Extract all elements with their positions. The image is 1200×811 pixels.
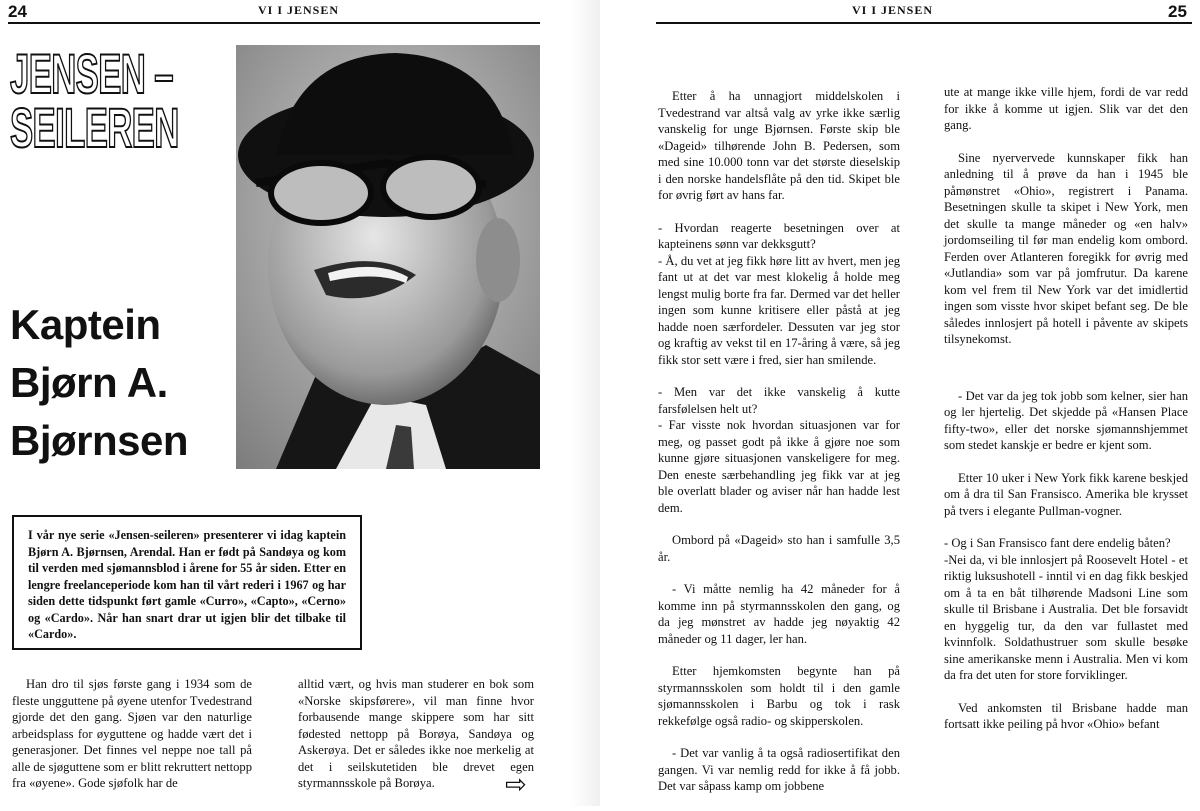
paragraph: Sine nyervervede kunnskaper fikk han anledning til å prøve da han i 1945 ble påmønstret «Ohio», registrert i Panama. Besetningen skulle ta skipet i New York, men det skulle ta mange måneder og «en halv» jordomseiling til før man endelig kom ombord. Ferden over Atlanteren foregikk for øvrig med «Jutlandia» som var på jomfrutur. Da karene kom vel frem til New York var det imidlertid ingen som visste hvor skipet befant seg. De ble således innlosjert på hotell i påvente av skipets tilsynekomst. — [944, 150, 1188, 346]
left-column-2 — [298, 676, 534, 808]
left-column-1 — [12, 676, 252, 808]
paragraph: - Det var vanlig å ta også radiosertifikat den gangen. Vi var nemlig redd for ikke å få jobb. Det var såpass kamp om jobbene — [658, 746, 900, 793]
running-header-right: VI I JENSEN — [852, 3, 934, 17]
intro-box — [12, 515, 362, 650]
continue-arrow-icon: ⇨ — [505, 770, 527, 800]
portrait-photo — [236, 45, 540, 469]
paragraph: Etter hjemkomsten begynte han på styrmannsskolen som holdt til i den gamle sjømannsskolen i Barbu og tok i rask rekkefølge også radio- og skipperskolen. — [658, 664, 900, 728]
portrait-illustration — [236, 45, 540, 469]
page-number-right: 25 — [1168, 2, 1187, 21]
name-line2: Bjørn A. — [10, 359, 168, 406]
paragraph: Etter 10 uker i New York fikk karene beskjed om å dra til San Fransisco. Amerika ble krysset på tvers i elegante Pullman-vogner. — [944, 470, 1188, 518]
paragraph: Han dro til sjøs første gang i 1934 som de fleste ungguttene på øyene utenfor Tvedestrand gjorde det den gang. Sjøen var den naturlige arbeidsplass for øyguttene og hadde vært det i generasjoner. Det finnes vel neppe noe tall på alle de sjøguttene som er blitt rekruttert nettopp fra «øyene». Gode sjøfolk har de — [12, 677, 252, 790]
paragraph: - Det var da jeg tok jobb som kelner, sier han og ler hjertelig. Det skjedde på «Hansen Place fifty-two», eller det norske sjømannshjemmet som stedet kanskje er bedre er kjent som. — [944, 388, 1188, 452]
series-title-line1: JENSEN – — [10, 42, 173, 105]
gutter-shadow — [570, 0, 600, 806]
paragraph: ute at mange ikke ville hjem, fordi de var redd for ikke å komme ut igjen. Slik var det den gang. — [944, 85, 1188, 132]
paragraph: - Og i San Fransisco fant dere endelig båten? -Nei da, vi ble innlosjert på Roosevelt Hotel - et riktig luksushotell - inntil vi en dag fikk beskjed om å ta en båt tilhørende Madsoni Line som skulle til Brisbane i Australia. Det ble forsavidt en hyggelig tur, da den var fullastet med kvinnfolk. Soldathustruer som skulle besøke sine amerikanske menn i Australia. Men vi kom da fra det uten for store forviklinger. — [944, 536, 1188, 682]
paragraph: Ombord på «Dageid» sto han i samfulle 3,5 år. — [658, 533, 900, 564]
right-column-1 — [658, 88, 900, 811]
header-rule-right — [656, 22, 1192, 24]
header-rule-left — [8, 22, 540, 24]
right-column-2 — [944, 84, 1188, 749]
page-number-left: 24 — [8, 2, 27, 21]
paragraph: alltid vært, og hvis man studerer en bok som «Norske skipsførere», vil man finne hvor forbausende mange skippere som har sitt fødested nettopp på Borøya, Sandøya og Askerøya. Det er således ikke noe merkelig at det i seilskutetiden ble drevet egen styrmannsskole på Borøya. — [298, 677, 534, 790]
series-title-line2: SEILEREN — [10, 96, 179, 159]
paragraph: - Men var det ikke vanskelig å kutte farsfølelsen helt ut? - Far visste nok hvordan situasjonen var for meg, og passet godt på ikke å gjøre noe som kunne gjøre situasjonen vanskeligere for meg. Den eneste særbehandling jeg fikk var at jeg ble overlatt blader og aviser når han hadde lest dem. — [658, 385, 900, 515]
paragraph: - Vi måtte nemlig ha 42 måneder for å komme inn på styrmannsskolen den gang, og da jeg mønstret av hadde jeg nøyaktig 42 måneder og 11 dager, ler han. — [658, 582, 900, 646]
name-line1: Kaptein — [10, 301, 161, 348]
name-line3: Bjørnsen — [10, 417, 189, 464]
paragraph: Ved ankomsten til Brisbane hadde man fortsatt ikke peiling på hvor «Ohio» befant — [944, 700, 1188, 731]
paragraph: - Hvordan reagerte besetningen over at kapteinens sønn var dekksgutt? - Å, du vet at jeg fikk høre litt av hvert, men jeg fant ut at det var mest klokelig å holde meg lengst mulig borte fra far. Dermed var det heller ingen som kunne kritisere eller påstå at jeg hadde noen særfordeler. Dessuten var jeg stor og kraftig av vekst til en 17-åring å være, så jeg fikk stor sett være i fred, sier han smilende. — [658, 220, 900, 367]
paragraph: Etter å ha unnagjort middelskolen i Tvedestrand var altså valg av yrke ikke særlig vanskelig for unge Bjørnsen. Første skip ble «Dageid» tilhørende John B. Pedersen, som med sine 10.000 tonn var det største dieselskip i den norske handelsflåte på den tid. Skipet ble for øvrig ført av hans far. — [658, 89, 900, 202]
running-header-left: VI I JENSEN — [258, 3, 340, 17]
intro-text: I vår nye serie «Jensen-seileren» presenterer vi idag kaptein Bjørn A. Bjørnsen, Arendal. Han er født på Sandøya og kom til verden med sjømannsblod i årene for 55 år siden. Etter en lengre freelanceperiode kom han til vårt rederi i 1967 og har siden dette tidspunkt ført gamle «Curro», «Capto», «Cerno» og «Cardo». Når han snart drar ut igjen blir det tilbake til «Cardo». — [28, 528, 346, 641]
